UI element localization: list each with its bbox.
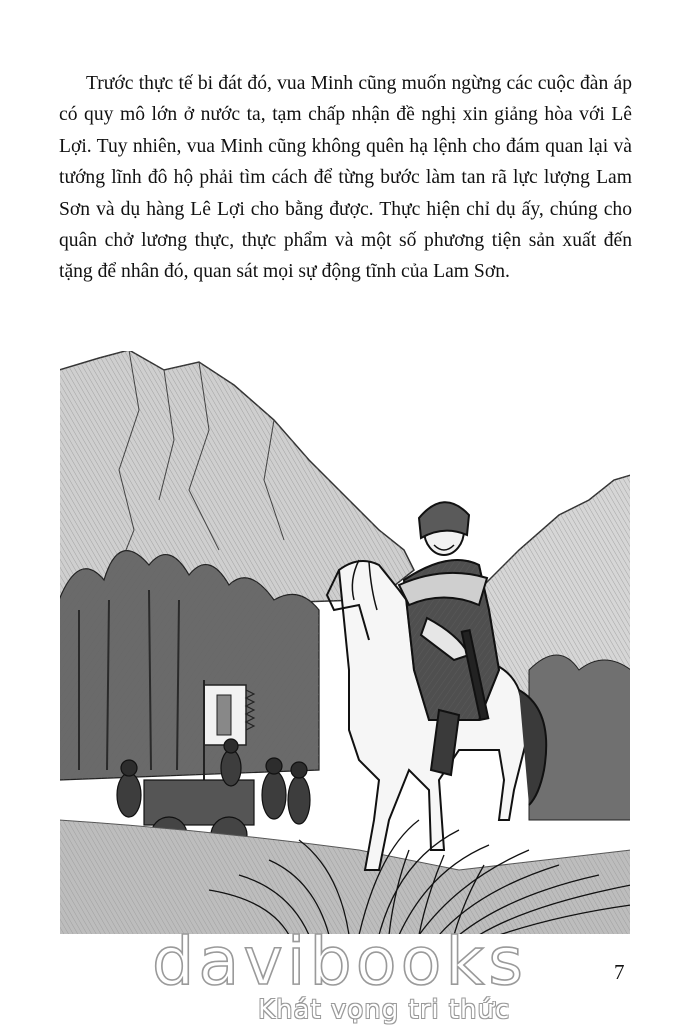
page-number: 7 [614, 960, 625, 984]
body-text [59, 68, 632, 288]
illustration-warrior-on-horse [59, 350, 631, 935]
paragraph: Trước thực tế bi đát đó, vua Minh cũng muốn ngừng các cuộc đàn áp có quy mô lớn ở nước ta, tạm chấp nhận đề nghị xin giảng hòa với Lê Lợi. Tuy nhiên, vua Minh cũng không quên hạ lệnh cho đám quan lại và tướng lĩnh đô hộ phải tìm cách để từng bước làm tan rã lực lượng Lam Sơn và dụ hàng Lê Lợi cho bằng được. Thực hiện chỉ dụ ấy, chúng cho quân chở lương thực, thực phẩm và một số phương tiện sản xuất đến tặng để nhân đó, quan sát mọi sự động tĩnh của Lam Sơn. [59, 73, 632, 283]
watermark-brand-text: davibooks [152, 926, 527, 994]
watermark-brand-logo [152, 926, 532, 994]
watermark-slogan: Khát vọng tri thức [258, 995, 511, 1025]
